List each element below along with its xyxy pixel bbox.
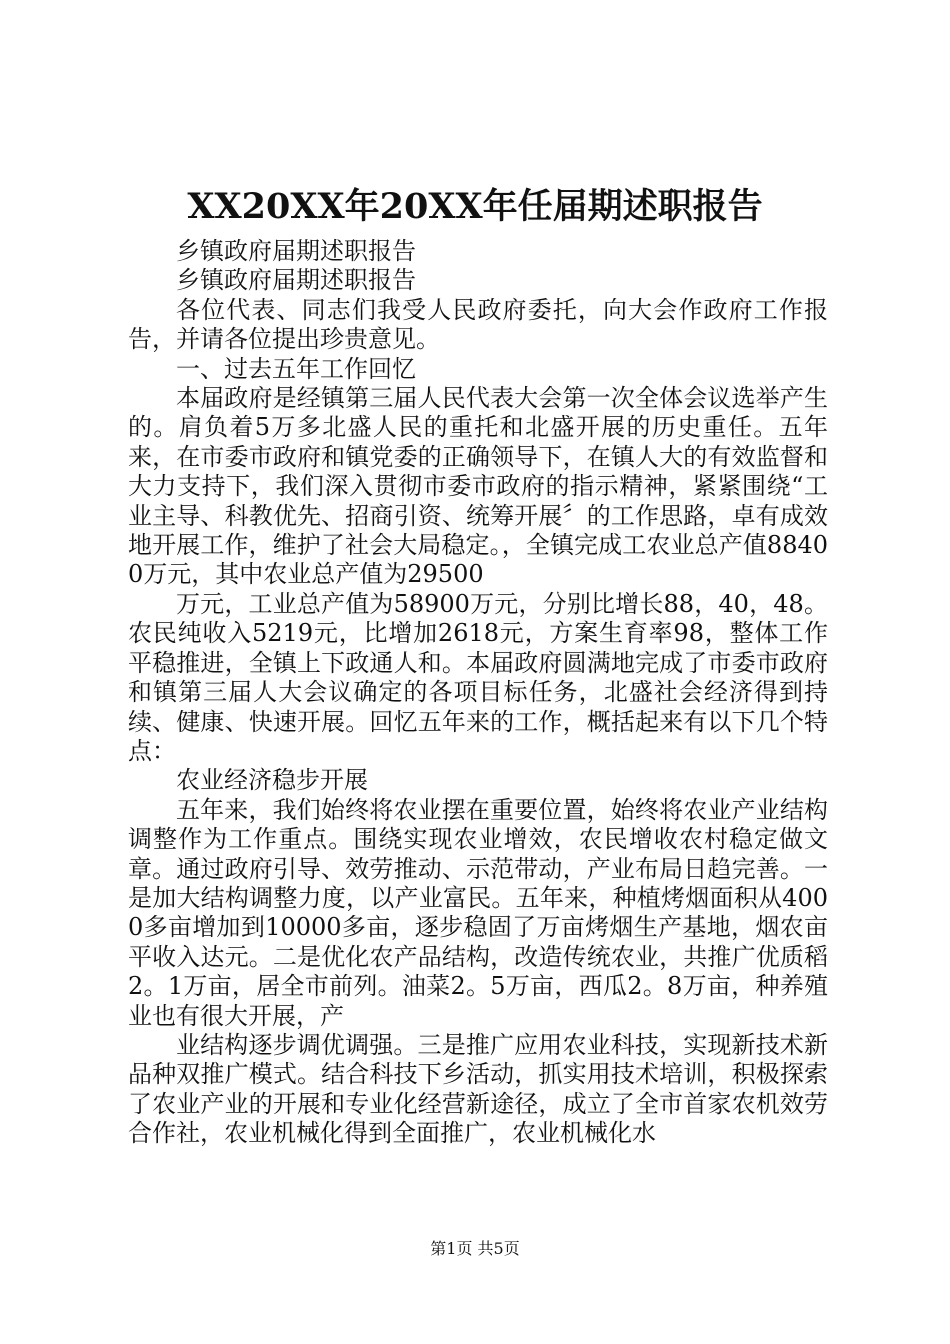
paragraph: 乡镇政府届期述职报告 (176, 266, 416, 295)
paragraph: 本届政府是经镇第三届人民代表大会第一次全体会议选举产生的。肩负着5万多北盛人民的重托和北盛开展的历史重任。五年来，在市委市政府和镇党委的正确领导下，在镇人大的有效监督和大力支持下，我们深入贯彻市委市政府的指示精神，紧紧围绕“工业主导、科教优先、招商引资、统筹开展〞的工作思路，卓有成效地开展工作，维护了社会大局稳定。，全镇完成工农业总产值88400万元，其中农业总产值为29500 (128, 384, 828, 589)
paragraph: 乡镇政府届期述职报告 (176, 237, 416, 265)
document-title: XX20XX年20XX年任届期述职报告 (187, 186, 763, 227)
paragraph: 业结构逐步调优调强。三是推广应用农业科技，实现新技术新品种双推广模式。结合科技下乡活动，抓实用技术培训，积极探索了农业产业的开展和专业化经营新途径，成立了全市首家农机效劳合作社，农业机械化得到全面推广，农业机械化水 (128, 1030, 828, 1148)
paragraph: 万元，工业总产值为58900万元，分别比增长88，40，48。农民纯收入5219元，比增加2618元，方案生育率98，整体工作平稳推进，全镇上下政通人和。本届政府圆满地完成了市委市政府和镇第三届人大会议确定的各项目标任务，北盛社会经济得到持续、健康、快速开展。回忆五年来的工作，概括起来有以下几个特点： (128, 589, 828, 765)
page-footer: 第1页 共5页 (430, 1239, 520, 1258)
document-body (128, 237, 828, 1149)
section-heading: 一、过去五年工作回忆 (176, 354, 416, 383)
paragraph: 各位代表、同志们我受人民政府委托，向大会作政府工作报告，并请各位提出珍贵意见。 (128, 295, 828, 354)
paragraph: 五年来，我们始终将农业摆在重要位置，始终将农业产业结构调整作为工作重点。围绕实现农业增效，农民增收农村稳定做文章。通过政府引导、效劳推动、示范带动，产业布局日趋完善。一是加大结构调整力度，以产业富民。五年来，种植烤烟面积从4000多亩增加到10000多亩，逐步稳固了万亩烤烟生产基地，烟农亩平收入达元。二是优化农产品结构，改造传统农业，共推广优质稻2。1万亩，居全市前列。油菜2。5万亩，西瓜2。8万亩，种养殖业也有很大开展，产 (128, 795, 828, 1030)
subsection-heading: 农业经济稳步开展 (176, 766, 368, 795)
